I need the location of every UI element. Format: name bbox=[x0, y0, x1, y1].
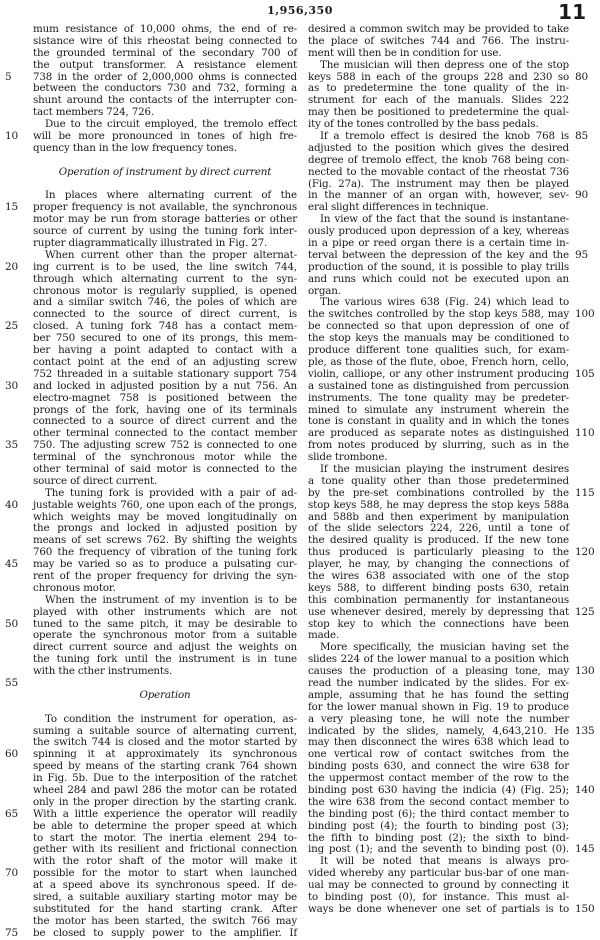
line-number: 140 bbox=[575, 784, 595, 796]
line-text: ber 750 secured to one of its prongs, this mem- bbox=[33, 332, 297, 345]
line-text: contact point at the end of an adjusting screw bbox=[33, 355, 297, 368]
line-text: adjusted to the position which gives the desired bbox=[308, 141, 569, 154]
line-number: 60 bbox=[5, 748, 19, 761]
line-text: When the instrument of my invention is to be bbox=[45, 593, 297, 606]
line-text: slide trombone. bbox=[308, 451, 388, 464]
line-text: may then be positioned to predetermine the qual- bbox=[308, 106, 569, 119]
line-number: 100 bbox=[575, 308, 595, 321]
line-text: binding post (4); the fourth to binding post (3); bbox=[308, 819, 569, 832]
line-number: 125 bbox=[575, 605, 595, 618]
line-text: the stop keys the manuals may be conditioned to bbox=[308, 332, 569, 345]
line-text: the uppermost contact member of the row to the bbox=[308, 772, 569, 785]
line-text: organ. bbox=[308, 284, 341, 297]
line-text: More specifically, the musician having set the bbox=[320, 641, 569, 654]
line-text: at a speed above its synchronous speed. If de- bbox=[33, 879, 297, 892]
line-text: tact members 724, 726. bbox=[33, 106, 155, 119]
line-text: ple, as those of the flute, oboe, French horn, cello, bbox=[308, 355, 569, 368]
line-text: may be varied so as to produce a pulsating cur- bbox=[33, 558, 297, 571]
line-text: speed by means of the starting crank 764 shown bbox=[33, 760, 297, 773]
line-text: source of direct current. bbox=[33, 474, 158, 487]
line-text: Due to the circuit employed, the tremolo effect bbox=[45, 118, 297, 131]
line-text: With a little experience the operator will readily bbox=[33, 807, 297, 820]
line-number: 75 bbox=[5, 926, 19, 939]
line-text: thus produced is particularly pleasing to the bbox=[308, 546, 569, 559]
line-text: a very pleasing tone, he will note the number bbox=[308, 712, 569, 725]
line-text: ity of the tones controlled by the bass pedals. bbox=[308, 118, 539, 131]
line-text: played with other instruments which are not bbox=[33, 605, 297, 618]
line-text: other terminal of said motor is connected to the bbox=[33, 462, 297, 475]
line-text: ways be done whenever one set of partials is to bbox=[308, 902, 569, 915]
line-number: 40 bbox=[5, 498, 19, 511]
line-text: and 588b and then experiment by manipulation bbox=[308, 510, 569, 523]
text-line bbox=[33, 666, 297, 678]
line-text: ber having a point adapted to contact with a bbox=[33, 344, 297, 357]
line-text: mum resistance of 10,000 ohms, the end of re- bbox=[33, 23, 297, 35]
line-text: one vertical row of contact switches from the bbox=[308, 748, 569, 761]
right-text-column bbox=[308, 23, 595, 916]
line-text: chronous motor is regularly supplied, is opened bbox=[33, 284, 297, 297]
line-text: closed. A tuning fork 748 has a contact mem- bbox=[33, 320, 297, 333]
line-text: of the slide selectors 224, 226, until a tone of bbox=[308, 522, 569, 535]
line-text: The musician will then depress one of the stop bbox=[320, 58, 569, 71]
line-number: 110 bbox=[575, 427, 595, 440]
line-text: degree of tremolo effect, the knob 768 being con- bbox=[308, 153, 569, 166]
line-text: indicated by the slides, namely, 4,643,210. He bbox=[308, 724, 569, 737]
line-text: for the lower manual shown in Fig. 19 to produce bbox=[308, 700, 569, 713]
line-number: 45 bbox=[5, 558, 19, 571]
line-text: tuned to the same pitch, it may be desirable to bbox=[33, 617, 297, 630]
line-text: proper frequency is not available, the synchronous bbox=[33, 201, 297, 214]
line-text: To condition the instrument for operation, as- bbox=[45, 712, 297, 725]
line-number: 130 bbox=[575, 665, 595, 678]
text-line bbox=[5, 926, 297, 940]
line-text: ing post (1); and the seventh to binding post (0). bbox=[308, 843, 569, 856]
line-text: suming a suitable source of alternating current, bbox=[33, 724, 297, 737]
line-text: The tuning fork is provided with a pair of ad- bbox=[45, 486, 297, 499]
line-text: strument for each of the manuals. Slides 222 bbox=[308, 94, 569, 107]
line-text: in the manner of an organ with, however, sev- bbox=[308, 189, 569, 202]
line-text: sired, a suitable auxiliary starting motor may be bbox=[33, 891, 297, 904]
line-text: source of current by using the tuning fork inter- bbox=[33, 225, 297, 238]
line-text: instruments. The tone quality may be predeter- bbox=[308, 391, 569, 404]
text-line bbox=[308, 274, 569, 286]
line-text: a sustained tone as distinguished from percussion bbox=[308, 379, 569, 392]
line-text: eral slight differences in technique. bbox=[308, 201, 489, 214]
line-text: to start the motor. The inertia element 294 to- bbox=[33, 831, 297, 844]
line-text: keys 588, to different binding posts 630, retain bbox=[308, 581, 569, 594]
line-text: stop key to which the connections have been bbox=[308, 617, 569, 630]
line-text: rent of the proper frequency for driving the syn- bbox=[33, 569, 297, 582]
line-text: produce different tone qualities such, for exam- bbox=[308, 344, 569, 357]
line-text: operate the synchronous motor from a suitable bbox=[33, 629, 297, 642]
line-text: slides 224 of the lower manual to a position which bbox=[308, 653, 569, 666]
line-text: in a pipe or reed organ there is a certain time in- bbox=[308, 237, 569, 250]
line-text: ment will then be in condition for use. bbox=[308, 46, 502, 59]
line-text: The various wires 638 (Fig. 24) which lead to bbox=[320, 296, 569, 309]
line-text: this combination permanently for instantaneous bbox=[308, 593, 569, 606]
line-text: a tone quality other than those predetermined bbox=[308, 474, 569, 487]
line-text: direct current source and adjust the weights on bbox=[33, 641, 297, 654]
line-text: (Fig. 27a). The instrument may then be played bbox=[308, 177, 569, 190]
line-number: 50 bbox=[5, 617, 19, 630]
line-text: ual may be connected to ground by connecting it bbox=[308, 879, 569, 892]
line-number: 5 bbox=[5, 70, 12, 83]
line-number: 55 bbox=[5, 676, 19, 689]
line-text: When current other than the proper alternat- bbox=[45, 248, 297, 261]
line-number: 105 bbox=[575, 367, 595, 380]
line-number: 135 bbox=[575, 724, 595, 737]
line-text: motor may be run from storage batteries or other bbox=[33, 213, 297, 226]
line-text: electro-magnet 758 is positioned between the bbox=[33, 391, 297, 404]
line-number: 80 bbox=[575, 70, 589, 83]
line-number: 95 bbox=[575, 248, 589, 261]
line-text: vided whereby any particular bus-bar of one man- bbox=[308, 867, 569, 880]
line-text: be connected so that upon depression of one of bbox=[308, 320, 569, 333]
line-text: keys 588 in each of the groups 228 and 230 so bbox=[308, 70, 569, 83]
line-text: prongs of the fork, having one of its terminals bbox=[33, 403, 297, 416]
line-number: 115 bbox=[575, 486, 595, 499]
line-number: 65 bbox=[5, 807, 19, 820]
line-number: 15 bbox=[5, 201, 19, 214]
line-text: through which alternating current to the syn- bbox=[33, 272, 297, 285]
line-text: be able to determine the proper speed at which bbox=[33, 819, 297, 832]
line-text: justable weights 760, one upon each of the prongs, bbox=[33, 498, 297, 511]
line-text: binding post 630 having the indicia (4) (Fig. 25); bbox=[308, 784, 569, 796]
line-text: by the pre-set combinations controlled by the bbox=[308, 486, 569, 499]
line-text: the wires 638 associated with one of the stop bbox=[308, 569, 569, 582]
line-text: chronous motor. bbox=[33, 581, 116, 594]
line-text: read the number indicated by the slides. For ex- bbox=[308, 676, 569, 689]
line-text: will be more pronounced in tones of high fre- bbox=[33, 130, 297, 143]
line-text: If the musician playing the instrument desires bbox=[320, 462, 569, 475]
line-number: 70 bbox=[5, 867, 19, 880]
line-text: binding posts 630, and connect the wire 638 for bbox=[308, 760, 569, 773]
line-text: nected to the movable contact of the rheostat 736 bbox=[308, 165, 569, 178]
line-text: from notes produced by slurring, such as in the bbox=[308, 439, 569, 452]
line-text: 738 in the order of 2,000,000 ohms is connected bbox=[33, 70, 297, 83]
line-text: use whenever desired, merely by depressing that bbox=[308, 605, 569, 618]
line-text: other terminal connected to the contact member bbox=[33, 427, 297, 440]
line-text: It will be noted that means is always pro- bbox=[320, 855, 569, 868]
line-text: wheel 284 and pawl 286 the motor can be rotated bbox=[33, 784, 297, 796]
line-text: In places where alternating current of the bbox=[45, 189, 297, 202]
line-number: 30 bbox=[5, 379, 19, 392]
line-number: 85 bbox=[575, 130, 589, 143]
line-text: 752 threaded in a suitable stationary support 754 bbox=[33, 367, 297, 380]
line-text: quency than in the low frequency tones. bbox=[33, 141, 237, 154]
line-text: made. bbox=[308, 629, 340, 642]
line-number: 120 bbox=[575, 546, 595, 559]
line-text: 760 the frequency of vibration of the tuning fork bbox=[33, 546, 297, 559]
line-number: 20 bbox=[5, 260, 19, 273]
line-text: mined to simulate any instrument wherein the bbox=[308, 403, 569, 416]
line-text: with the cther instruments. bbox=[33, 665, 173, 678]
line-text: spinning it at approximately its synchronous bbox=[33, 748, 297, 761]
line-text: as to predetermine the tone quality of the in- bbox=[308, 82, 569, 95]
line-number: 25 bbox=[5, 320, 19, 333]
line-text: ample, assuming that he has found the setting bbox=[308, 688, 569, 701]
text-line bbox=[308, 619, 569, 631]
line-text: If a tremolo effect is desired the knob 768 is bbox=[320, 130, 569, 143]
line-number: 150 bbox=[575, 902, 595, 915]
line-number: 35 bbox=[5, 439, 19, 452]
line-text: with the rotor shaft of the motor will make it bbox=[33, 855, 297, 868]
line-text: the switches controlled by the stop keys 588, may bbox=[308, 308, 569, 321]
text-line bbox=[308, 902, 595, 916]
line-text: which weights may be moved longitudinally on bbox=[33, 510, 297, 523]
line-text: tone is constant in quality and in which the tones bbox=[308, 415, 569, 428]
line-text: the place of switches 744 and 766. The instru- bbox=[308, 34, 569, 47]
line-text: production of the sound, it is possible to play trills bbox=[308, 260, 569, 273]
line-text: in Fig. 5b. Due to the interposition of the ratchet bbox=[33, 772, 297, 785]
line-text: to binding post (0), for instance. This must al- bbox=[308, 891, 569, 904]
line-text: the prongs and locked in adjusted position by bbox=[33, 522, 297, 535]
left-text-column bbox=[5, 23, 297, 940]
line-text: the tuning fork until the instrument is in tune bbox=[33, 653, 297, 666]
line-text: and a similar switch 746, the poles of which are bbox=[33, 296, 297, 309]
line-text: the output transformer. A resistance element bbox=[33, 58, 297, 71]
line-text: terval between the depression of the key and the bbox=[308, 248, 569, 261]
line-text: may then disconnect the wires 638 which lead to bbox=[308, 736, 569, 749]
section-heading bbox=[33, 167, 297, 179]
line-text: causes the production of a pleasing tone, may bbox=[308, 665, 569, 678]
line-text: sistance wire of this rheostat being connected to bbox=[33, 34, 297, 47]
line-number: 10 bbox=[5, 130, 19, 143]
line-text: desired a common switch may be provided to take bbox=[308, 23, 569, 35]
line-text: Operation of instrument by direct current bbox=[58, 165, 272, 178]
line-text: the wire 638 from the second contact member to bbox=[308, 795, 569, 808]
line-text: terminal of the synchronous motor while the bbox=[33, 451, 297, 464]
line-text: rupter diagrammatically illustrated in Fig. 27. bbox=[33, 237, 268, 250]
line-text: the motor has been started, the switch 766 may bbox=[33, 914, 297, 927]
line-text: between the conductors 730 and 732, forming a bbox=[33, 82, 297, 95]
line-text: ing current is to be used, the line switch 744, bbox=[33, 260, 297, 273]
line-text: and runs which could not be executed upon an bbox=[308, 272, 569, 285]
line-text: possible for the motor to start when launched bbox=[33, 867, 297, 880]
line-text: ously produced upon depression of a key, whereas bbox=[308, 225, 569, 238]
line-text: only in the proper direction by the starting crank. bbox=[33, 795, 297, 808]
section-heading bbox=[33, 690, 297, 702]
line-text: violin, calliope, or any other instrument producing bbox=[308, 367, 569, 380]
line-text: are produced as separate notes as distinguished bbox=[308, 427, 569, 440]
text-line bbox=[33, 143, 297, 155]
line-text: shunt around the contacts of the interrupter con- bbox=[33, 94, 297, 107]
line-text: means of set screws 762. By shifting the weights bbox=[33, 534, 297, 547]
line-text: In view of the fact that the sound is instantane- bbox=[320, 213, 569, 226]
line-text: the desired quality is produced. If the new tone bbox=[308, 534, 569, 547]
patent-number: 1,956,350 bbox=[267, 4, 333, 17]
line-text: the switch 744 is closed and the motor started by bbox=[33, 736, 297, 749]
line-text: the grounded terminal of the secondary 700 of bbox=[33, 46, 297, 59]
line-number: 145 bbox=[575, 843, 595, 856]
line-text: connected to a source of direct current and the bbox=[33, 415, 297, 428]
page-number: 11 bbox=[558, 0, 586, 24]
line-text: and locked in adjusted position by a nut 756. An bbox=[33, 379, 297, 392]
line-text: player, he may, by changing the connections of bbox=[308, 558, 569, 571]
line-text: the binding post (6); the third contact member to bbox=[308, 807, 569, 820]
line-text: be closed to supply power to the amplifier. If bbox=[33, 926, 297, 939]
line-number: 90 bbox=[575, 189, 589, 202]
line-text: substituted for the hand starting crank. After bbox=[33, 902, 297, 915]
line-text: the fifth to binding post (2); the sixth to bind- bbox=[308, 831, 569, 844]
line-text: connected to the source of direct current, is bbox=[33, 308, 297, 321]
line-text: 750. The adjusting screw 752 is connected to one bbox=[33, 439, 297, 452]
line-text: gether with its resilient and frictional connection bbox=[33, 843, 297, 856]
line-text: Operation bbox=[139, 688, 191, 701]
line-text: stop keys 588, he may depress the stop keys 588a bbox=[308, 498, 569, 511]
